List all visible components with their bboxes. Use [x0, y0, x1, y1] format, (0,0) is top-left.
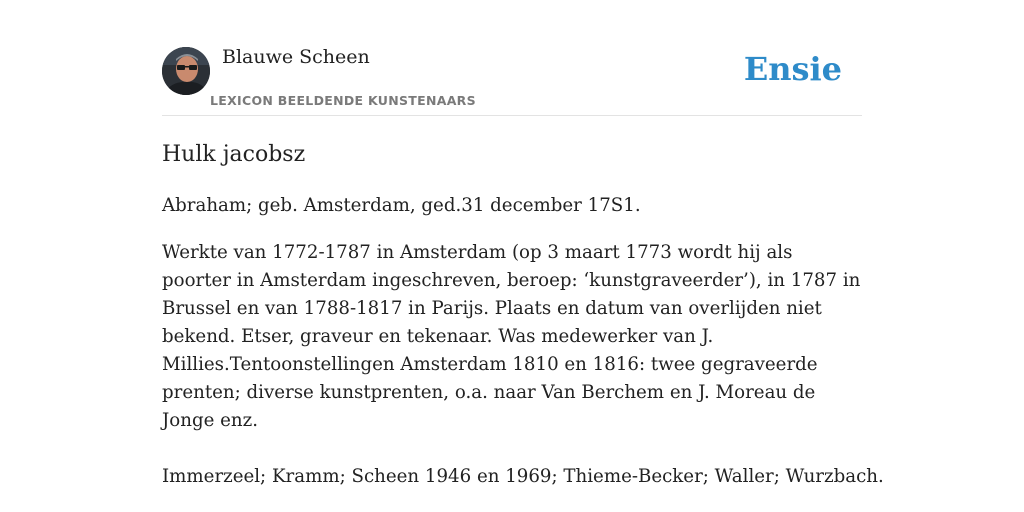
article-title: Hulk jacobsz: [162, 142, 306, 167]
article-paragraph: Abraham; geb. Amsterdam, ged.31 december 17S1.: [162, 195, 641, 216]
author-avatar[interactable]: [162, 47, 210, 95]
publication-label[interactable]: LEXICON BEELDENDE KUNSTENAARS: [210, 93, 476, 108]
ensie-logo[interactable]: Ensie: [743, 50, 842, 88]
header-divider: [162, 115, 862, 116]
author-name[interactable]: Blauwe Scheen: [222, 46, 370, 68]
article-sources: Immerzeel; Kramm; Scheen 1946 en 1969; Thieme-Becker; Waller; Wurzbach.: [162, 466, 884, 487]
article-paragraph: Werkte van 1772-1787 in Amsterdam (op 3 maart 1773 wordt hij als poorter in Amsterdam ingeschreven, beroep: ‘kunstgraveerder’), in 1787 in Brussel en van 1788-1817 in Parijs. Plaats en datum van overlijden niet bekend. Etser, graveur en tekenaar. Was medewerker van J. Millies.Tentoonstellingen Amsterdam 1810 en 1816: twee gegraveerde prenten; diverse kunstprenten, o.a. naar Van Berchem en J. Moreau de Jonge enz.: [162, 242, 861, 431]
article: [162, 139, 884, 491]
avatar-portrait: [162, 47, 210, 95]
